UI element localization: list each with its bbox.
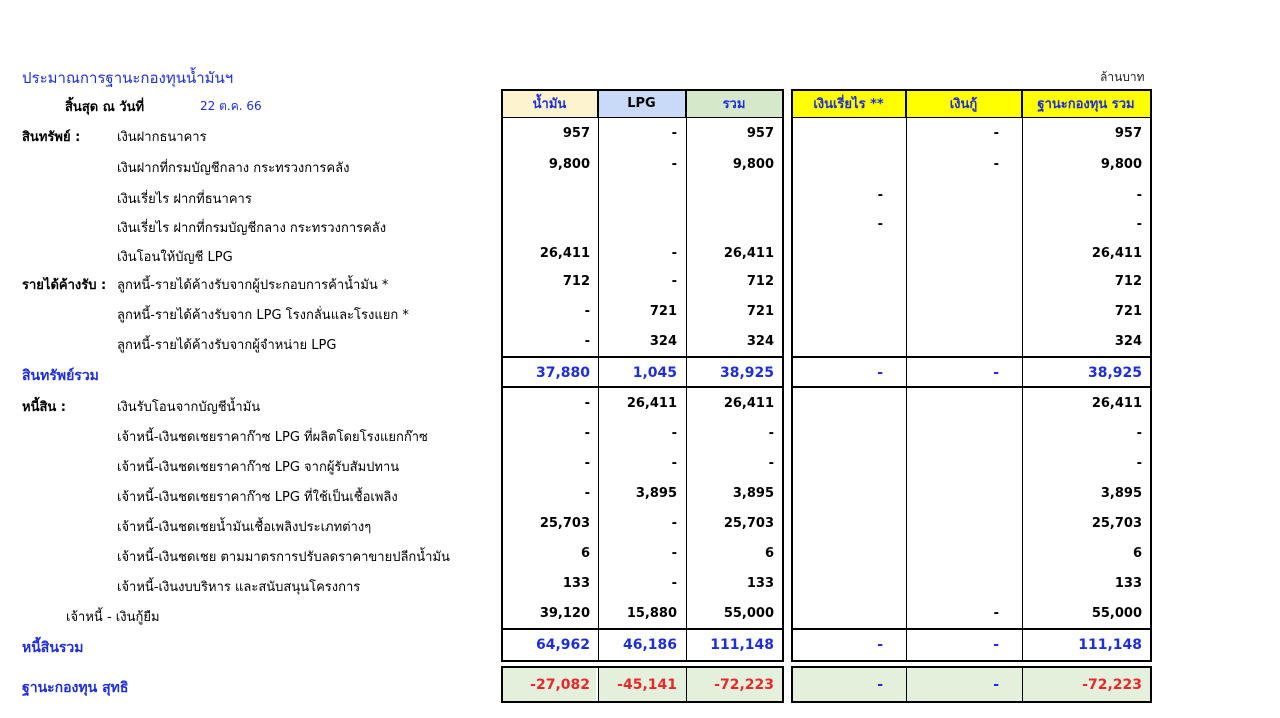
- row-label: เงินโอนให้บัญชี LPG: [117, 250, 233, 265]
- cell-loan: -: [993, 637, 999, 653]
- grid-line: [906, 90, 907, 661]
- cell-coll: -: [877, 677, 883, 693]
- grid-line: [502, 386, 783, 388]
- cell-fund: 55,000: [1091, 606, 1142, 621]
- cell-oil: 26,411: [539, 246, 590, 261]
- cell-loan: -: [993, 126, 999, 141]
- cell-total: 25,703: [723, 516, 774, 531]
- cell-oil: 39,120: [539, 606, 590, 621]
- cell-lpg: -: [671, 426, 677, 441]
- cell-coll: -: [877, 637, 883, 653]
- grid-line: [906, 667, 907, 702]
- grid-line: [792, 386, 1151, 388]
- cell-total: 9,800: [732, 157, 774, 172]
- cell-lpg: -: [671, 546, 677, 561]
- cell-coll: -: [877, 217, 883, 232]
- liabilities-category: หนี้สิน :: [22, 400, 67, 415]
- grid-line: [792, 117, 1151, 118]
- cell-fund: 38,925: [1087, 365, 1142, 381]
- col-header-fund-total: ฐานะกองทุน รวม: [1022, 90, 1150, 118]
- cell-oil: 25,703: [539, 516, 590, 531]
- cell-fund: 957: [1114, 126, 1142, 141]
- col-header-lpg: LPG: [598, 90, 686, 118]
- cell-oil: 64,962: [535, 637, 590, 653]
- cell-oil: 9,800: [548, 157, 590, 172]
- cell-oil: -: [584, 396, 590, 411]
- unit-label: ล้านบาท: [1100, 70, 1145, 84]
- cell-fund: 26,411: [1091, 246, 1142, 261]
- row-label: เงินเรี่ยไร ฝากที่ธนาคาร: [117, 192, 252, 207]
- cell-fund: -: [1136, 188, 1142, 203]
- cell-fund: 3,895: [1100, 486, 1142, 501]
- col-header-loan: เงินกู้: [906, 90, 1022, 118]
- cell-fund: 721: [1114, 304, 1142, 319]
- row-label: เงินเรี่ยไร ฝากที่กรมบัญชีกลาง กระทรวงการคลัง: [117, 221, 387, 236]
- grid-line: [686, 667, 687, 702]
- cell-lpg: 721: [649, 304, 677, 319]
- row-label: เจ้าหนี้-เงินชดเชย ตามมาตรการปรับลดราคาขายปลีกน้ำมัน: [117, 550, 450, 565]
- cell-oil: 133: [562, 576, 590, 591]
- cell-oil: -: [584, 486, 590, 501]
- row-label: เจ้าหนี้-เงินชดเชยราคาก๊าซ LPG จากผู้รับสัมปทาน: [117, 460, 400, 475]
- cell-oil: -: [584, 426, 590, 441]
- total-label: ฐานะกองทุน สุทธิ: [22, 680, 129, 696]
- row-label: เจ้าหนี้-เงินชดเชยราคาก๊าซ LPG ที่ใช้เป็นเชื้อเพลิง: [117, 490, 398, 505]
- cell-total: 721: [746, 304, 774, 319]
- cell-lpg: 3,895: [635, 486, 677, 501]
- left-table-outline: [501, 89, 784, 662]
- grid-line: [502, 356, 783, 358]
- cell-lpg: -: [671, 516, 677, 531]
- cell-oil: -: [584, 304, 590, 319]
- grid-line: [1022, 667, 1023, 702]
- cell-oil: 957: [562, 126, 590, 141]
- row-label: เจ้าหนี้-เงินงบบริหาร และสนับสนุนโครงการ: [117, 580, 361, 595]
- cell-lpg: 15,880: [626, 606, 677, 621]
- cell-fund: -: [1136, 456, 1142, 471]
- cell-fund: 133: [1114, 576, 1142, 591]
- grid-line: [792, 628, 1151, 630]
- cell-total: 38,925: [719, 365, 774, 381]
- cell-total: 957: [746, 126, 774, 141]
- cell-total: 26,411: [723, 396, 774, 411]
- receivables-category: รายได้ค้างรับ :: [22, 278, 107, 293]
- cell-fund: 324: [1114, 334, 1142, 349]
- cell-lpg: -: [671, 157, 677, 172]
- cell-oil: -: [584, 334, 590, 349]
- row-label: เจ้าหนี้ - เงินกู้ยืม: [66, 610, 160, 625]
- total-label: สินทรัพย์รวม: [22, 368, 99, 384]
- cell-lpg: -: [671, 246, 677, 261]
- grid-line: [502, 628, 783, 630]
- cell-lpg: 46,186: [622, 637, 677, 653]
- cell-lpg: 324: [649, 334, 677, 349]
- assets-category: สินทรัพย์ :: [22, 130, 81, 145]
- cell-total: 3,895: [732, 486, 774, 501]
- cell-total: 6: [764, 546, 774, 561]
- report-title: ประมาณการฐานะกองทุนน้ำมันฯ: [22, 69, 234, 87]
- cell-fund: -: [1136, 426, 1142, 441]
- net-left-outline: [501, 666, 784, 703]
- row-label: ลูกหนี้-รายได้ค้างรับจากผู้ประกอบการค้าน้ำมัน *: [117, 278, 389, 293]
- cell-total: -: [768, 456, 774, 471]
- cell-loan: -: [993, 677, 999, 693]
- row-label: เงินฝากธนาคาร: [117, 130, 207, 145]
- right-table-outline: [791, 89, 1152, 662]
- grid-line: [502, 117, 783, 118]
- cell-total: 111,148: [710, 637, 774, 653]
- cell-fund: 26,411: [1091, 396, 1142, 411]
- cell-oil: 37,880: [535, 365, 590, 381]
- as-of-date: 22 ต.ค. 66: [200, 99, 262, 113]
- grid-line: [686, 90, 687, 661]
- grid-line: [598, 90, 599, 661]
- total-label: หนี้สินรวม: [22, 640, 84, 656]
- cell-total: -: [768, 426, 774, 441]
- grid-line: [598, 667, 599, 702]
- cell-fund: 712: [1114, 274, 1142, 289]
- grid-line: [1022, 90, 1023, 661]
- cell-lpg: -: [671, 274, 677, 289]
- cell-lpg: -: [671, 456, 677, 471]
- cell-fund: -72,223: [1082, 677, 1142, 693]
- cell-total: -72,223: [714, 677, 774, 693]
- col-header-total: รวม: [686, 90, 782, 118]
- row-label: เงินรับโอนจากบัญชีน้ำมัน: [117, 400, 261, 415]
- col-header-oil: น้ำมัน: [502, 90, 598, 118]
- cell-lpg: -: [671, 126, 677, 141]
- cell-fund: -: [1136, 217, 1142, 232]
- row-label: ลูกหนี้-รายได้ค้างรับจากผู้จำหน่าย LPG: [117, 338, 337, 353]
- cell-lpg: -45,141: [617, 677, 677, 693]
- cell-fund: 6: [1132, 546, 1142, 561]
- cell-loan: -: [993, 365, 999, 381]
- cell-coll: -: [877, 188, 883, 203]
- cell-loan: -: [993, 157, 999, 172]
- net-right-outline: [791, 666, 1152, 703]
- cell-total: 324: [746, 334, 774, 349]
- cell-total: 55,000: [723, 606, 774, 621]
- cell-total: 712: [746, 274, 774, 289]
- cell-total: 26,411: [723, 246, 774, 261]
- cell-oil: -27,082: [530, 677, 590, 693]
- cell-coll: -: [877, 365, 883, 381]
- cell-total: 133: [746, 576, 774, 591]
- cell-lpg: -: [671, 576, 677, 591]
- cell-fund: 25,703: [1091, 516, 1142, 531]
- cell-loan: -: [993, 606, 999, 621]
- row-label: เงินฝากที่กรมบัญชีกลาง กระทรวงการคลัง: [117, 161, 350, 176]
- cell-oil: 6: [580, 546, 590, 561]
- cell-oil: -: [584, 456, 590, 471]
- col-header-collectible: เงินเรี่ยไร **: [792, 90, 906, 118]
- grid-line: [792, 356, 1151, 358]
- row-label: ลูกหนี้-รายได้ค้างรับจาก LPG โรงกลั่นและโรงแยก *: [117, 308, 409, 323]
- cell-fund: 111,148: [1078, 637, 1142, 653]
- row-label: เจ้าหนี้-เงินชดเชยน้ำมันเชื้อเพลิงประเภทต่างๆ: [117, 520, 372, 535]
- cell-lpg: 1,045: [632, 365, 677, 381]
- row-label: เจ้าหนี้-เงินชดเชยราคาก๊าซ LPG ที่ผลิตโดยโรงแยกก๊าซ: [117, 430, 428, 445]
- cell-fund: 9,800: [1100, 157, 1142, 172]
- as-of-label: สิ้นสุด ณ วันที่: [65, 100, 145, 115]
- cell-oil: 712: [562, 274, 590, 289]
- cell-lpg: 26,411: [626, 396, 677, 411]
